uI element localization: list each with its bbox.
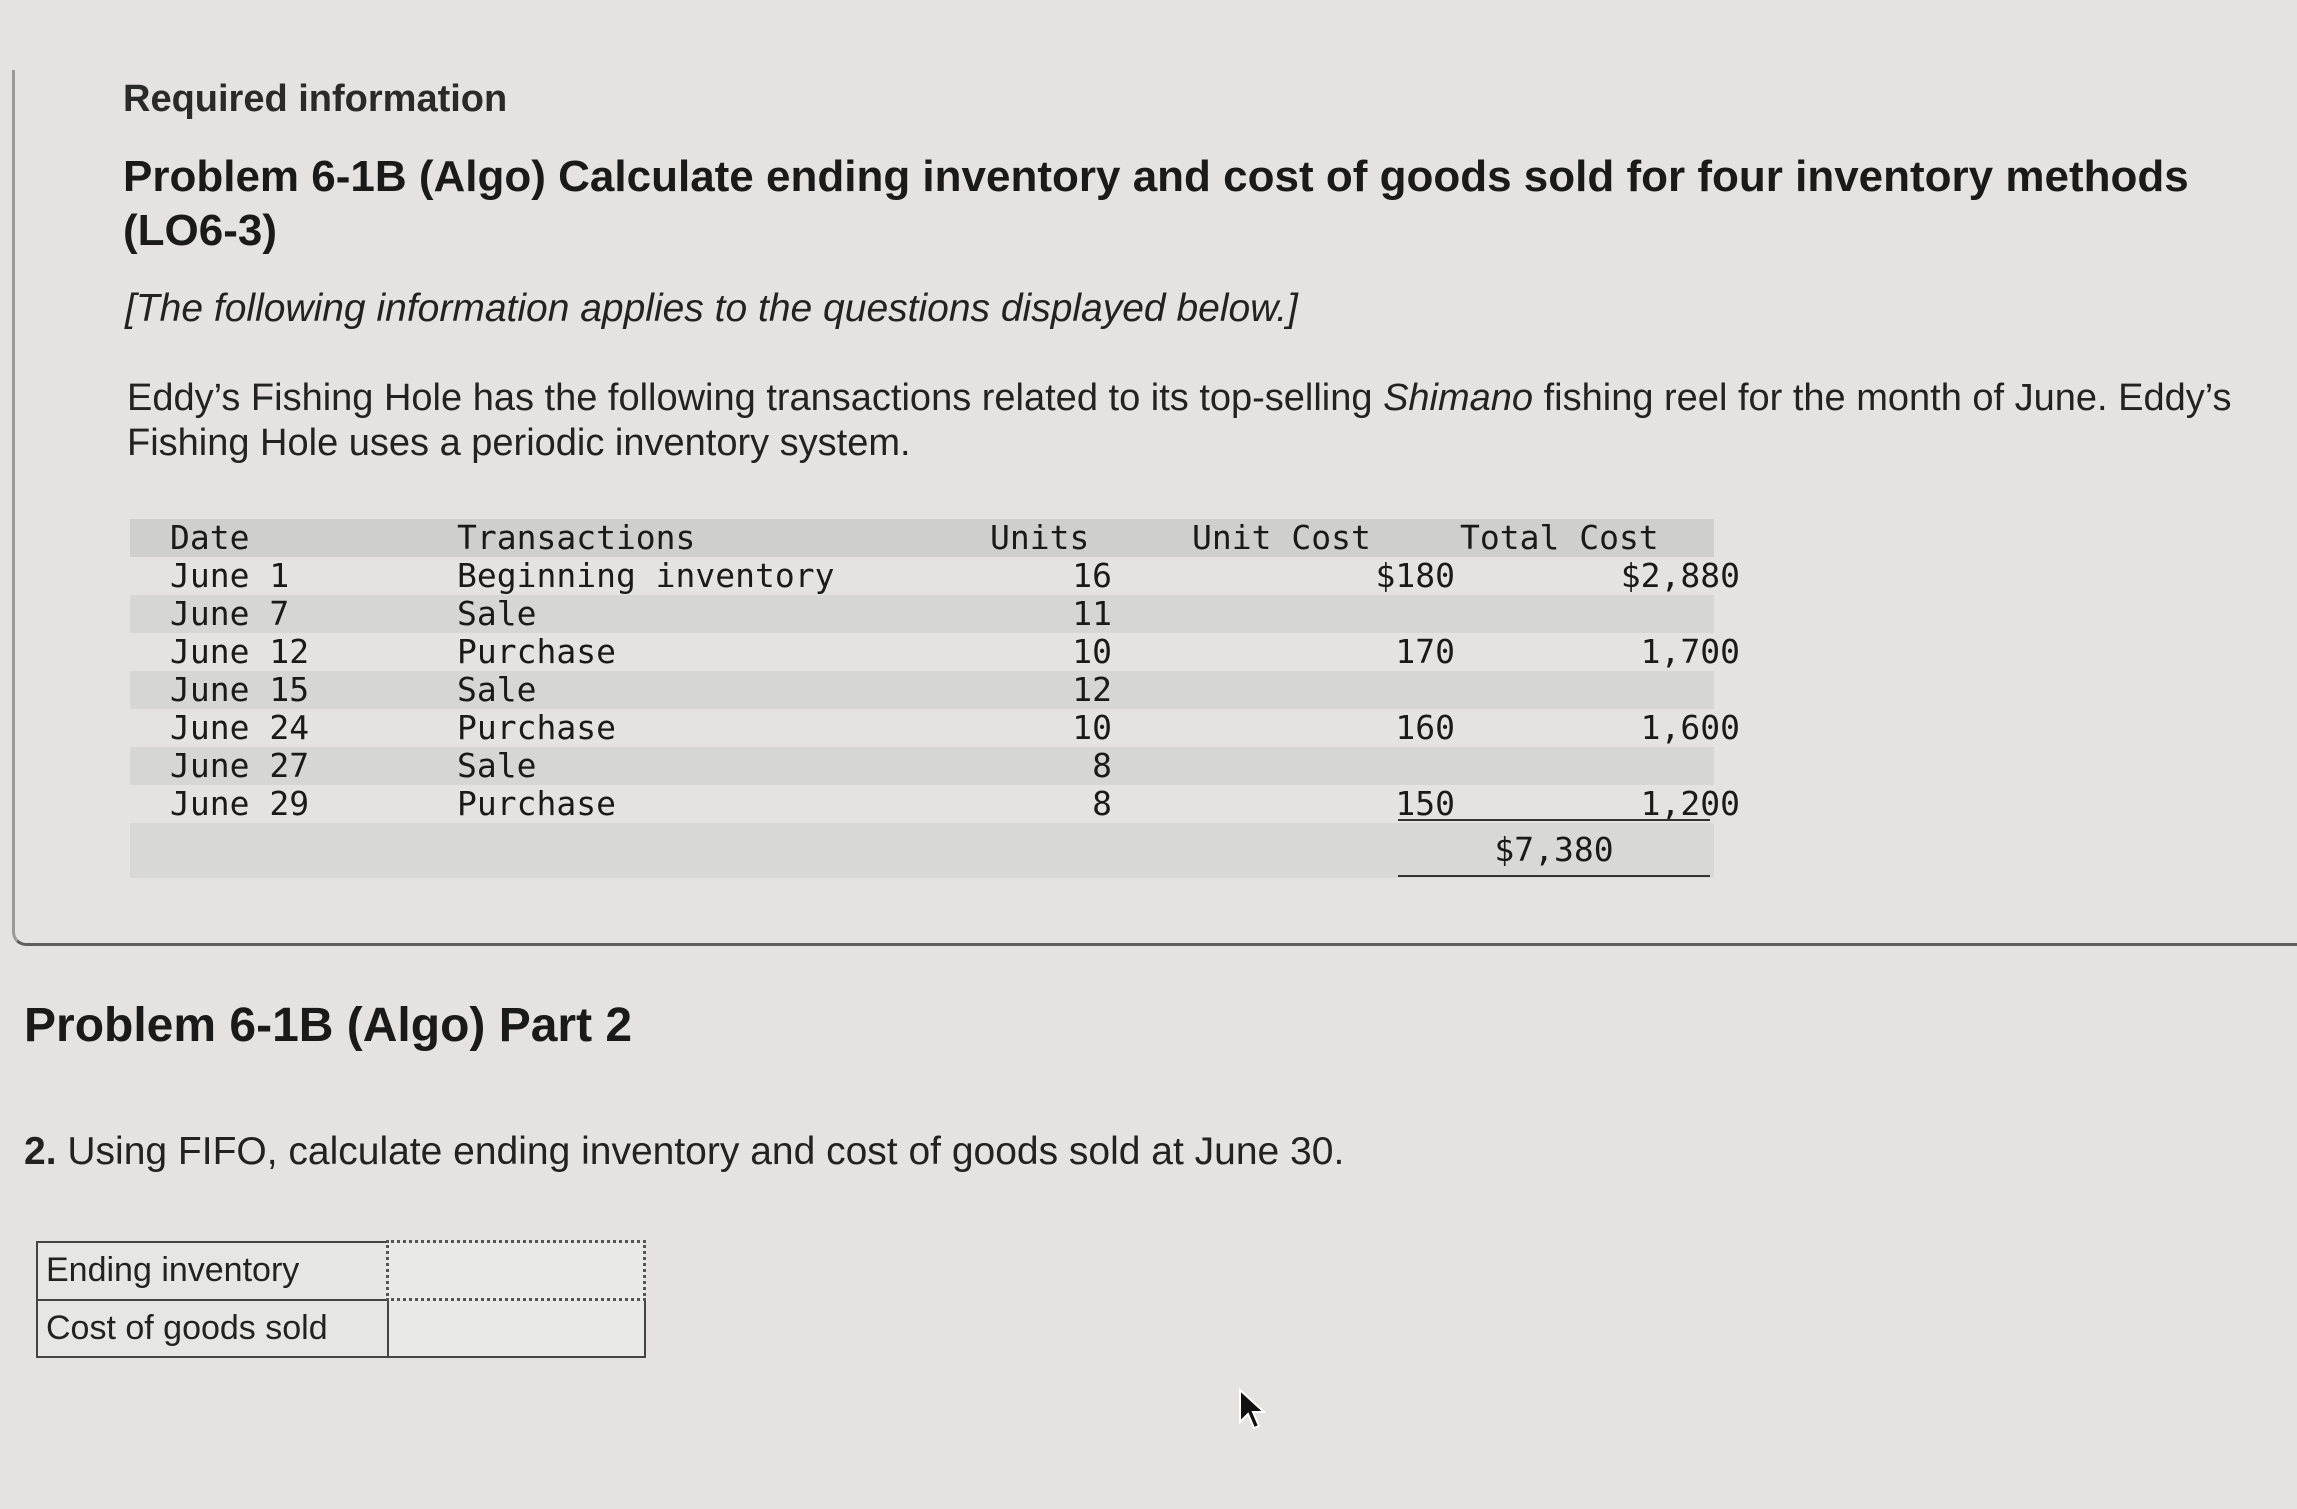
- row-total-cost: $2,880: [1620, 556, 1740, 595]
- row-total-cost: 1,600: [1640, 708, 1740, 747]
- ending-inventory-input[interactable]: [389, 1243, 643, 1298]
- row-transaction: Sale: [457, 746, 537, 785]
- row-units: 11: [1072, 594, 1112, 633]
- problem-title: Problem 6-1B (Algo) Calculate ending inventory and cost of goods sold for four inventory methods (LO6-3): [123, 152, 2189, 255]
- applies-note: [The following information applies to the questions displayed below.]: [125, 287, 1298, 330]
- answer-form: [36, 1240, 646, 1358]
- row-total-cost: 1,700: [1640, 632, 1740, 671]
- row-units: 10: [1072, 708, 1112, 747]
- table-row: [130, 747, 1714, 785]
- row-units: 16: [1072, 556, 1112, 595]
- table-total-row: [130, 823, 1714, 878]
- row-date: June 29: [170, 784, 310, 823]
- table-row: [130, 556, 1740, 595]
- row-date: June 27: [170, 746, 310, 785]
- row-units: 10: [1072, 632, 1112, 671]
- header-units: Units: [990, 518, 1090, 557]
- row-transaction: Purchase: [457, 632, 616, 671]
- table-row: [130, 708, 1740, 747]
- cogs-label: Cost of goods sold: [37, 1300, 388, 1358]
- row-total-cost: 1,200: [1640, 784, 1740, 823]
- question-body: Using FIFO, calculate ending inventory and cost of goods sold at June 30.: [56, 1130, 1345, 1173]
- row-transaction: Purchase: [457, 708, 616, 747]
- row-transaction: Sale: [457, 594, 537, 633]
- intro-text-2: fishing reel for the month of June. Eddy’s Fishing Hole uses a periodic inventory system.: [127, 377, 2232, 464]
- cogs-input[interactable]: [389, 1301, 644, 1356]
- row-date: June 1: [170, 556, 290, 595]
- cogs-cell: [388, 1300, 645, 1358]
- question-text: [24, 1130, 1344, 1174]
- problem-intro: [127, 376, 2287, 466]
- table-row: [130, 632, 1740, 671]
- row-transaction: Sale: [457, 670, 537, 709]
- row-units: 12: [1072, 670, 1112, 709]
- question-number: 2.: [24, 1130, 57, 1173]
- header-date: Date: [170, 518, 250, 557]
- ending-inventory-cell: [388, 1242, 645, 1300]
- total-cost-sum: $7,380: [1494, 830, 1614, 869]
- total-double-underline: [1398, 875, 1710, 877]
- row-units: 8: [1092, 746, 1112, 785]
- required-information-label: Required information: [123, 78, 508, 120]
- row-unit-cost: 150: [1395, 784, 1455, 823]
- row-date: June 12: [170, 632, 310, 671]
- row-date: June 7: [170, 594, 290, 633]
- row-units: 8: [1092, 784, 1112, 823]
- intro-brand: Shimano: [1383, 377, 1534, 419]
- ending-inventory-row: [37, 1242, 645, 1300]
- table-header-row: [130, 519, 1714, 557]
- table-row: [130, 784, 1740, 823]
- table-row: [130, 595, 1714, 633]
- row-unit-cost: $180: [1375, 556, 1455, 595]
- part-title: Problem 6-1B (Algo) Part 2: [24, 999, 633, 1052]
- mouse-pointer-icon: [1238, 1388, 1266, 1432]
- ending-inventory-label: Ending inventory: [37, 1242, 388, 1300]
- header-transactions: Transactions: [457, 518, 696, 557]
- header-unit-cost: Unit Cost: [1192, 518, 1371, 557]
- intro-text-1: Eddy’s Fishing Hole has the following transactions related to its top-selling: [127, 377, 1384, 419]
- row-transaction: Purchase: [457, 784, 616, 823]
- row-unit-cost: 160: [1395, 708, 1455, 747]
- table-row: [130, 671, 1714, 709]
- row-unit-cost: 170: [1395, 632, 1455, 671]
- header-total-cost: Total Cost: [1460, 518, 1659, 557]
- row-date: June 24: [170, 708, 310, 747]
- transactions-table: [130, 518, 1740, 878]
- cogs-row: [37, 1300, 645, 1358]
- row-date: June 15: [170, 670, 310, 709]
- total-underline: [1398, 819, 1710, 821]
- row-transaction: Beginning inventory: [457, 556, 835, 595]
